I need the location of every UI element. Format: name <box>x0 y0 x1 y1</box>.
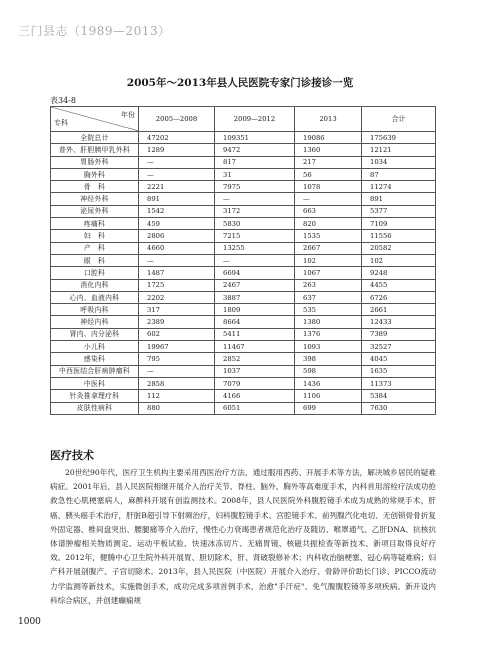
value-cell: 13255 <box>215 242 295 254</box>
value-cell: 217 <box>295 156 362 168</box>
value-cell: 7215 <box>215 230 295 242</box>
dept-cell: 神经内科 <box>51 316 139 328</box>
dept-cell: 胸外科 <box>51 168 139 180</box>
corner-year-label: 年份 <box>121 111 135 119</box>
value-cell: 891 <box>139 193 215 205</box>
column-header: 2005—2008 <box>139 107 215 132</box>
value-cell: 2221 <box>139 181 215 193</box>
value-cell: 6051 <box>215 402 295 414</box>
dept-cell: 胃肠外科 <box>51 156 139 168</box>
specialist-clinic-table <box>50 106 436 415</box>
table-row <box>51 205 436 217</box>
value-cell: 891 <box>362 193 436 205</box>
value-cell: 2667 <box>295 242 362 254</box>
table-row <box>51 218 436 230</box>
value-cell: 5384 <box>362 390 436 402</box>
value-cell: 3887 <box>215 291 295 303</box>
column-header: 合计 <box>362 107 436 132</box>
value-cell: — <box>295 193 362 205</box>
dept-cell: 妇 科 <box>51 230 139 242</box>
value-cell: 699 <box>295 402 362 414</box>
value-cell: 5411 <box>215 328 295 340</box>
table-row <box>51 279 436 291</box>
value-cell: 8664 <box>215 316 295 328</box>
value-cell: 1106 <box>295 390 362 402</box>
body-text <box>50 466 436 608</box>
value-cell: 9248 <box>362 267 436 279</box>
column-header: 2009—2012 <box>215 107 295 132</box>
value-cell: 535 <box>295 304 362 316</box>
value-cell: 4455 <box>362 279 436 291</box>
value-cell: 1289 <box>139 144 215 156</box>
value-cell: 175639 <box>362 132 436 144</box>
value-cell: 3172 <box>215 205 295 217</box>
value-cell: 1809 <box>215 304 295 316</box>
corner-dept-label: 专科 <box>54 119 68 127</box>
dept-cell: 中西医结合肝病肿瘤科 <box>51 365 139 377</box>
value-cell: 47202 <box>139 132 215 144</box>
value-cell: 263 <box>295 279 362 291</box>
value-cell: 1436 <box>295 377 362 389</box>
table-row <box>51 291 436 303</box>
value-cell: 9472 <box>215 144 295 156</box>
table-row <box>51 365 436 377</box>
value-cell: 1487 <box>139 267 215 279</box>
dept-cell: 眼 科 <box>51 254 139 266</box>
value-cell: 2661 <box>362 304 436 316</box>
value-cell: 19086 <box>295 132 362 144</box>
value-cell: 109351 <box>215 132 295 144</box>
table-row <box>51 390 436 402</box>
table-label: 表34-8 <box>50 96 76 105</box>
table-row <box>51 353 436 365</box>
value-cell: 820 <box>295 218 362 230</box>
table-body <box>51 132 436 415</box>
value-cell: 112 <box>139 390 215 402</box>
value-cell: 7389 <box>362 328 436 340</box>
value-cell: 11373 <box>362 377 436 389</box>
dept-cell: 心内、血液内科 <box>51 291 139 303</box>
table-row <box>51 181 436 193</box>
dept-cell: 消化内科 <box>51 279 139 291</box>
value-cell: 1093 <box>295 341 362 353</box>
value-cell: — <box>215 254 295 266</box>
value-cell: 459 <box>139 218 215 230</box>
value-cell: 1360 <box>295 144 362 156</box>
value-cell: 1725 <box>139 279 215 291</box>
value-cell: 398 <box>295 353 362 365</box>
value-cell: 1635 <box>362 365 436 377</box>
section-title: 医疗技术 <box>50 449 94 462</box>
value-cell: 1034 <box>362 156 436 168</box>
dept-cell: 产 科 <box>51 242 139 254</box>
table-row <box>51 377 436 389</box>
value-cell: 1078 <box>295 181 362 193</box>
dept-cell: 泌尿外科 <box>51 205 139 217</box>
value-cell: 2852 <box>215 353 295 365</box>
table-row <box>51 254 436 266</box>
value-cell: 602 <box>139 328 215 340</box>
value-cell: 5377 <box>362 205 436 217</box>
table-row <box>51 341 436 353</box>
dept-cell: 小儿科 <box>51 341 139 353</box>
value-cell: 1037 <box>215 365 295 377</box>
value-cell: 6694 <box>215 267 295 279</box>
dept-cell: 针灸推拿理疗科 <box>51 390 139 402</box>
table-row <box>51 230 436 242</box>
table-title: 2005年～2013年县人民医院专家门诊接诊一览 <box>126 77 354 89</box>
value-cell: 7630 <box>362 402 436 414</box>
table-header-row <box>51 107 436 132</box>
value-cell: 317 <box>139 304 215 316</box>
value-cell: 663 <box>295 205 362 217</box>
value-cell: 637 <box>295 291 362 303</box>
dept-cell: 中医科 <box>51 377 139 389</box>
dept-cell: 疼痛科 <box>51 218 139 230</box>
value-cell: 19967 <box>139 341 215 353</box>
running-header: 三门县志（1989—2013） <box>18 24 171 38</box>
value-cell: 102 <box>295 254 362 266</box>
table-row <box>51 132 436 144</box>
table-row <box>51 304 436 316</box>
value-cell: 1376 <box>295 328 362 340</box>
value-cell: 4660 <box>139 242 215 254</box>
value-cell: 12433 <box>362 316 436 328</box>
value-cell: 102 <box>362 254 436 266</box>
dept-cell: 骨 科 <box>51 181 139 193</box>
value-cell: 7109 <box>362 218 436 230</box>
value-cell: 7079 <box>215 377 295 389</box>
value-cell: 87 <box>362 168 436 180</box>
body-paragraph: 20世纪90年代，医疗卫生机构主要采用西医治疗方法，通过服用西药、开展手术等方法，解决城乡居民的疑难病症。2001年后，县人民医院相继开展介入治疗关节、脊柱、脑外、胸外等高难度手术，内科首用溶栓疗法成功抢救急性心肌梗塞病人，麻醉科开展有创监测技术。2008年，县人民医院外科腹腔镜手术成为成熟的常规手术，肝癌、胰头癌手术治疗，肝脏B超引导下射频治疗，妇科腹腔镜手术、宫腔镜手术、前列腺汽化电切、无创锁骨骨折复外固定器、椎间盘突出、腰腿痛等介入治疗，慢性心力衰竭患者规范化治疗及随访、喉罩通气、乙肝DNA、抗核抗体谱肿瘤相关物质测定、运动平板试验、快速冰冻切片、无痛胃镜、核磁共振检查等新技术、新项目取得良好疗效。2012年，健腾中心卫生院外科开展胃、胆切除术，肝、肾破裂修补术；内科收治脑梗塞、冠心病等疑难病；妇产科开展剖腹产、子宫切除术。2013年，县人民医院（中医院）开展介入治疗、骨龄评价助长门诊、PICCO流动力学监测等新技术，实施微创手术，成功完成多项首例手术，治愈"手汗症"、免气腹腹腔镜等多项疾病。新开设内科综合病区，并创建癫痫规 <box>50 468 436 605</box>
value-cell: 4045 <box>362 353 436 365</box>
value-cell: 6726 <box>362 291 436 303</box>
table-row <box>51 144 436 156</box>
value-cell: 1067 <box>295 267 362 279</box>
dept-cell: 感染科 <box>51 353 139 365</box>
column-header: 2013 <box>295 107 362 132</box>
value-cell: 598 <box>295 365 362 377</box>
value-cell: 1542 <box>139 205 215 217</box>
value-cell: 11556 <box>362 230 436 242</box>
value-cell: 32527 <box>362 341 436 353</box>
dept-cell: 肾内、内分泌科 <box>51 328 139 340</box>
value-cell: 7975 <box>215 181 295 193</box>
table-row <box>51 156 436 168</box>
value-cell: 4166 <box>215 390 295 402</box>
value-cell: — <box>139 156 215 168</box>
dept-cell: 神经外科 <box>51 193 139 205</box>
table-row <box>51 328 436 340</box>
dept-cell: 全院总计 <box>51 132 139 144</box>
value-cell: 817 <box>215 156 295 168</box>
value-cell: 2389 <box>139 316 215 328</box>
value-cell: 1535 <box>295 230 362 242</box>
value-cell: 11274 <box>362 181 436 193</box>
value-cell: — <box>139 168 215 180</box>
table-row <box>51 316 436 328</box>
table-row <box>51 267 436 279</box>
page-number: 1000 <box>18 617 41 627</box>
value-cell: 795 <box>139 353 215 365</box>
value-cell: 2858 <box>139 377 215 389</box>
dept-cell: 呼吸内科 <box>51 304 139 316</box>
value-cell: 5830 <box>215 218 295 230</box>
table-row <box>51 193 436 205</box>
value-cell: — <box>139 254 215 266</box>
value-cell: 11467 <box>215 341 295 353</box>
table-row <box>51 242 436 254</box>
dept-cell: 普外、肝胆胰甲乳外科 <box>51 144 139 156</box>
value-cell: 20582 <box>362 242 436 254</box>
dept-cell: 皮肤性病科 <box>51 402 139 414</box>
dept-cell: 口腔科 <box>51 267 139 279</box>
value-cell: — <box>215 193 295 205</box>
value-cell: 880 <box>139 402 215 414</box>
value-cell: 56 <box>295 168 362 180</box>
value-cell: 31 <box>215 168 295 180</box>
table-row <box>51 402 436 414</box>
value-cell: 2806 <box>139 230 215 242</box>
table-row <box>51 168 436 180</box>
corner-header-cell <box>51 107 139 132</box>
value-cell: — <box>139 365 215 377</box>
value-cell: 2202 <box>139 291 215 303</box>
value-cell: 12121 <box>362 144 436 156</box>
value-cell: 2467 <box>215 279 295 291</box>
value-cell: 1380 <box>295 316 362 328</box>
